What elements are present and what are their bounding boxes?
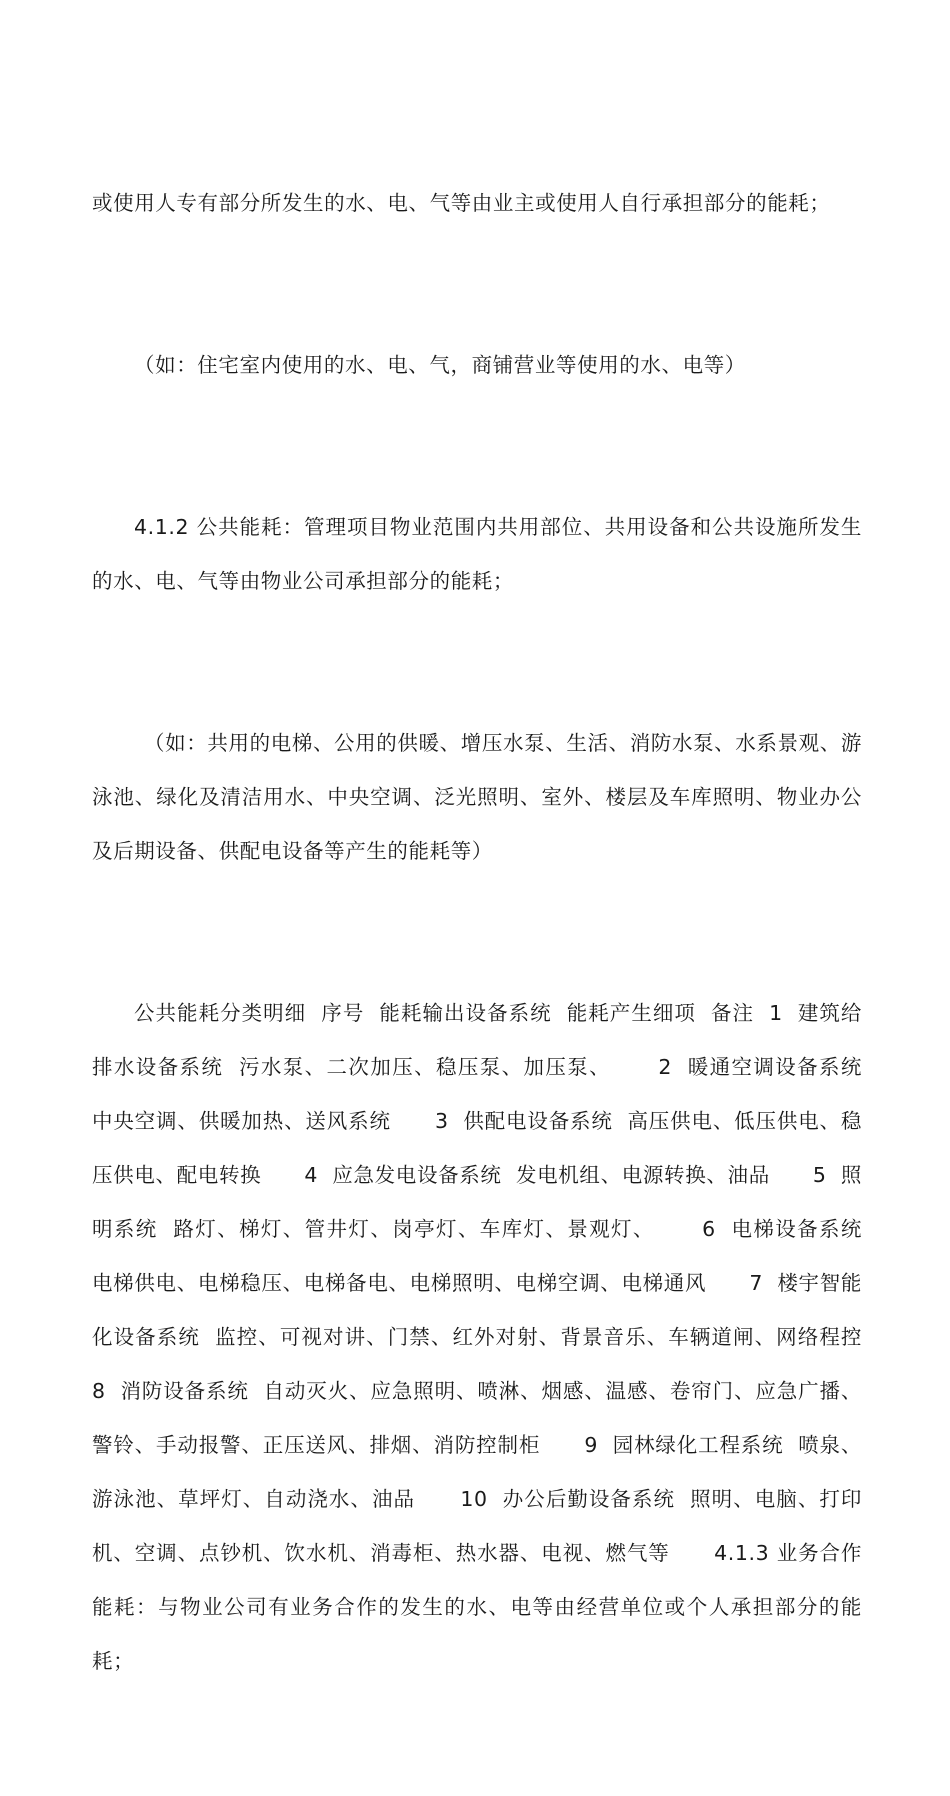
- paragraph-private-examples: （如：住宅室内使用的水、电、气，商铺营业等使用的水、电等）: [134, 353, 746, 377]
- paragraph-public-energy: 4.1.2 公共能耗：管理项目物业范围内共用部位、共用设备和公共设施所发生的水、电、气等由物业公司承担部分的能耗；: [92, 515, 862, 593]
- document-body: [92, 68, 905, 1796]
- paragraph-public-energy-details: 公共能耗分类明细 序号 能耗输出设备系统 能耗产生细项 备注 1 建筑给排水设备系统 污水泵、二次加压、稳压泵、加压泵、 2 暖通空调设备系统 中央空调、供暖加热、送风系统 3 供配电设备系统 高压供电、低压供电、稳压供电、配电转换 4 应急发电设备系统 发电机组、电源转换、油品 5 照明系统 路灯、梯灯、管井灯、岗亭灯、车库灯、景观灯、 6 电梯设备系统 电梯供电、电梯稳压、电梯备电、电梯照明、电梯空调、电梯通风 7 楼宇智能化设备系统 监控、可视对讲、门禁、红外对射、背景音乐、车辆道闸、网络程控 8 消防设备系统 自动灭火、应急照明、喷淋、烟感、温感、卷帘门、应急广播、警铃、手动报警、正压送风、排烟、消防控制柜 9 园林绿化工程系统 喷泉、游泳池、草坪灯、自动浇水、油品 10 办公后勤设备系统 照明、电脑、打印机、空调、点钞机、饮水机、消毒柜、热水器、电视、燃气等 4.1.3 业务合作能耗：与物业公司有业务合作的发生的水、电等由经营单位或个人承担部分的能耗；: [92, 1001, 905, 1673]
- paragraph-public-examples: （如：共用的电梯、公用的供暖、增压水泵、生活、消防水泵、水系景观、游泳池、绿化及清洁用水、中央空调、泛光照明、室外、楼层及车库照明、物业办公及后期设备、供配电设备等产生的能耗等）: [92, 731, 862, 863]
- paragraph-private-energy: 或使用人专有部分所发生的水、电、气等由业主或使用人自行承担部分的能耗；: [92, 191, 831, 215]
